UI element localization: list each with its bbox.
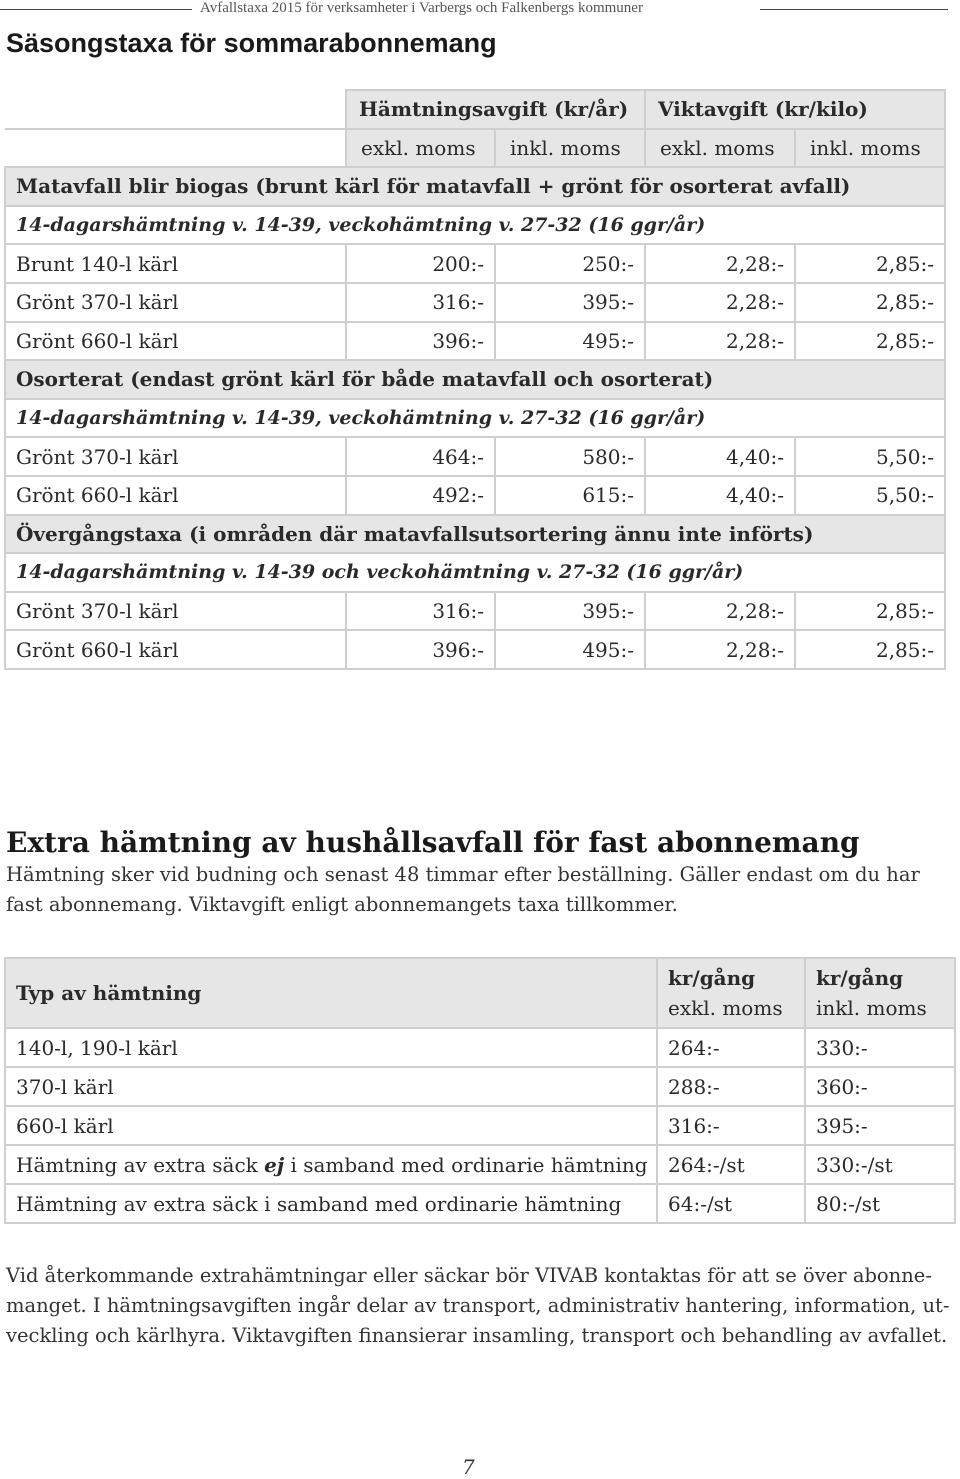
group-heading-row (5, 515, 945, 554)
collection-fee-header: Hämtningsavgift (kr/år) (346, 90, 645, 129)
kr-per-time-label: kr/gång (668, 966, 756, 990)
fee-inkl: 395:- (495, 283, 645, 322)
weight-exkl: 4,40:- (645, 476, 795, 515)
table-row (5, 476, 945, 515)
fee-inkl: 495:- (495, 322, 645, 361)
fee-inkl: 495:- (495, 630, 645, 669)
row-label-pre: Hämtning av extra säck (16, 1152, 265, 1177)
column-group-header-row (5, 90, 945, 129)
seasonal-tariff-table (4, 89, 946, 670)
section1-title: Säsongstaxa för sommarabonnemang (6, 28, 497, 58)
price-inkl: 330:- (805, 1028, 955, 1067)
section2-title: Extra hämtning av hushållsavfall för fast abonnemang (6, 826, 860, 859)
extra-collection-table (4, 957, 956, 1224)
weight-inkl: 5,50:- (795, 476, 945, 515)
row-label: 370-l kärl (5, 1067, 657, 1106)
header-rule-left (0, 9, 192, 10)
inkl-moms-label: inkl. moms (816, 996, 927, 1020)
group-heading: Övergångstaxa (i områden där matavfallsutsortering ännu inte införts) (5, 515, 945, 554)
price-inkl: 330:-/st (805, 1145, 955, 1184)
weight-inkl: 2,85:- (795, 630, 945, 669)
price-exkl: 264:- (657, 1028, 805, 1067)
row-label: Grönt 370-l kärl (5, 437, 346, 476)
exkl-moms-label: exkl. moms (668, 996, 783, 1020)
empty-corner (5, 90, 346, 129)
type-header: Typ av hämtning (5, 958, 657, 1028)
table-row (5, 630, 945, 669)
table-row (5, 1106, 955, 1145)
table-row (5, 244, 945, 283)
fee-exkl: 396:- (346, 630, 495, 669)
weight-exkl: 2,28:- (645, 592, 795, 631)
vat-header-row (5, 129, 945, 168)
row-label (5, 1145, 657, 1184)
section2-intro: Hämtning sker vid budning och senast 48 timmar efter beställning. Gäller endast om du har fast abonnemang. Viktavgift enligt abonnemangets taxa tillkommer. (6, 863, 920, 916)
row-label: Grönt 370-l kärl (5, 592, 346, 631)
row-label: Grönt 660-l kärl (5, 630, 346, 669)
table-row (5, 283, 945, 322)
fee-exkl: 200:- (346, 244, 495, 283)
price-exkl: 264:-/st (657, 1145, 805, 1184)
fee-exkl: 396:- (346, 322, 495, 361)
group-subheading: 14-dagarshämtning v. 14-39, veckohämtning v. 27-32 (16 ggr/år) (5, 399, 945, 438)
group-heading-row (5, 167, 945, 206)
fee-inkl: 395:- (495, 592, 645, 631)
weight-inkl: 2,85:- (795, 592, 945, 631)
price-inkl: 360:- (805, 1067, 955, 1106)
header-rule-right (760, 9, 948, 10)
price-inkl: 80:-/st (805, 1184, 955, 1223)
table-row (5, 322, 945, 361)
weight-fee-header: Viktavgift (kr/kilo) (645, 90, 945, 129)
table-row (5, 1145, 955, 1184)
fee-inkl: 250:- (495, 244, 645, 283)
fee-inkl: 580:- (495, 437, 645, 476)
weight-exkl: 2,28:- (645, 283, 795, 322)
table-row (5, 1067, 955, 1106)
row-label-emphasis: ej (264, 1152, 285, 1177)
group-subheading: 14-dagarshämtning v. 14-39, veckohämtning v. 27-32 (16 ggr/år) (5, 206, 945, 245)
group-subheading-row (5, 399, 945, 438)
group-heading: Matavfall blir biogas (brunt kärl för matavfall + grönt för osorterat avfall) (5, 167, 945, 206)
weight-exkl: 2,28:- (645, 244, 795, 283)
fee-exkl: 492:- (346, 476, 495, 515)
row-label: Brunt 140-l kärl (5, 244, 346, 283)
group-subheading-row (5, 206, 945, 245)
fee-inkl: 615:- (495, 476, 645, 515)
exkl-moms-header: exkl. moms (645, 129, 795, 168)
table-row (5, 592, 945, 631)
table-row (5, 1184, 955, 1223)
inkl-moms-header: inkl. moms (795, 129, 945, 168)
weight-inkl: 5,50:- (795, 437, 945, 476)
price-exkl: 64:-/st (657, 1184, 805, 1223)
price-exkl: 316:- (657, 1106, 805, 1145)
row-label: Grönt 370-l kärl (5, 283, 346, 322)
price-inkl: 395:- (805, 1106, 955, 1145)
fee-exkl: 316:- (346, 592, 495, 631)
weight-inkl: 2,85:- (795, 283, 945, 322)
exkl-header (657, 958, 805, 1028)
row-label-post: i samband med ordinarie hämtning (284, 1152, 648, 1177)
weight-exkl: 2,28:- (645, 322, 795, 361)
weight-exkl: 2,28:- (645, 630, 795, 669)
page-number: 7 (462, 1455, 475, 1479)
row-label: Hämtning av extra säck i samband med ordinarie hämtning (5, 1184, 657, 1223)
group-subheading: 14-dagarshämtning v. 14-39 och veckohämtning v. 27-32 (16 ggr/år) (5, 553, 945, 592)
weight-exkl: 4,40:- (645, 437, 795, 476)
running-header (0, 0, 960, 20)
fee-exkl: 316:- (346, 283, 495, 322)
row-label: Grönt 660-l kärl (5, 322, 346, 361)
weight-inkl: 2,85:- (795, 244, 945, 283)
table-row (5, 437, 945, 476)
group-heading: Osorterat (endast grönt kärl för både matavfall och osorterat) (5, 360, 945, 399)
footnote: Vid återkommande extrahämtningar eller säckar bör VIVAB kontaktas för att se över abonne-manget. I hämtningsavgiften ingår delar av transport, administrativ hantering, information, ut-veckling och kärlhyra. Viktavgiften finansierar insamling, transport och behandling av avfallet. (6, 1264, 950, 1347)
price-exkl: 288:- (657, 1067, 805, 1106)
table-row (5, 1028, 955, 1067)
weight-inkl: 2,85:- (795, 322, 945, 361)
fee-exkl: 464:- (346, 437, 495, 476)
empty-corner (5, 129, 346, 168)
group-heading-row (5, 360, 945, 399)
row-label: 660-l kärl (5, 1106, 657, 1145)
exkl-moms-header: exkl. moms (346, 129, 495, 168)
running-title: Avfallstaxa 2015 för verksamheter i Varbergs och Falkenbergs kommuner (200, 0, 643, 16)
kr-per-time-label: kr/gång (816, 966, 904, 990)
inkl-header (805, 958, 955, 1028)
row-label: Grönt 660-l kärl (5, 476, 346, 515)
row-label: 140-l, 190-l kärl (5, 1028, 657, 1067)
group-subheading-row (5, 553, 945, 592)
inkl-moms-header: inkl. moms (495, 129, 645, 168)
table-header-row (5, 958, 955, 1028)
